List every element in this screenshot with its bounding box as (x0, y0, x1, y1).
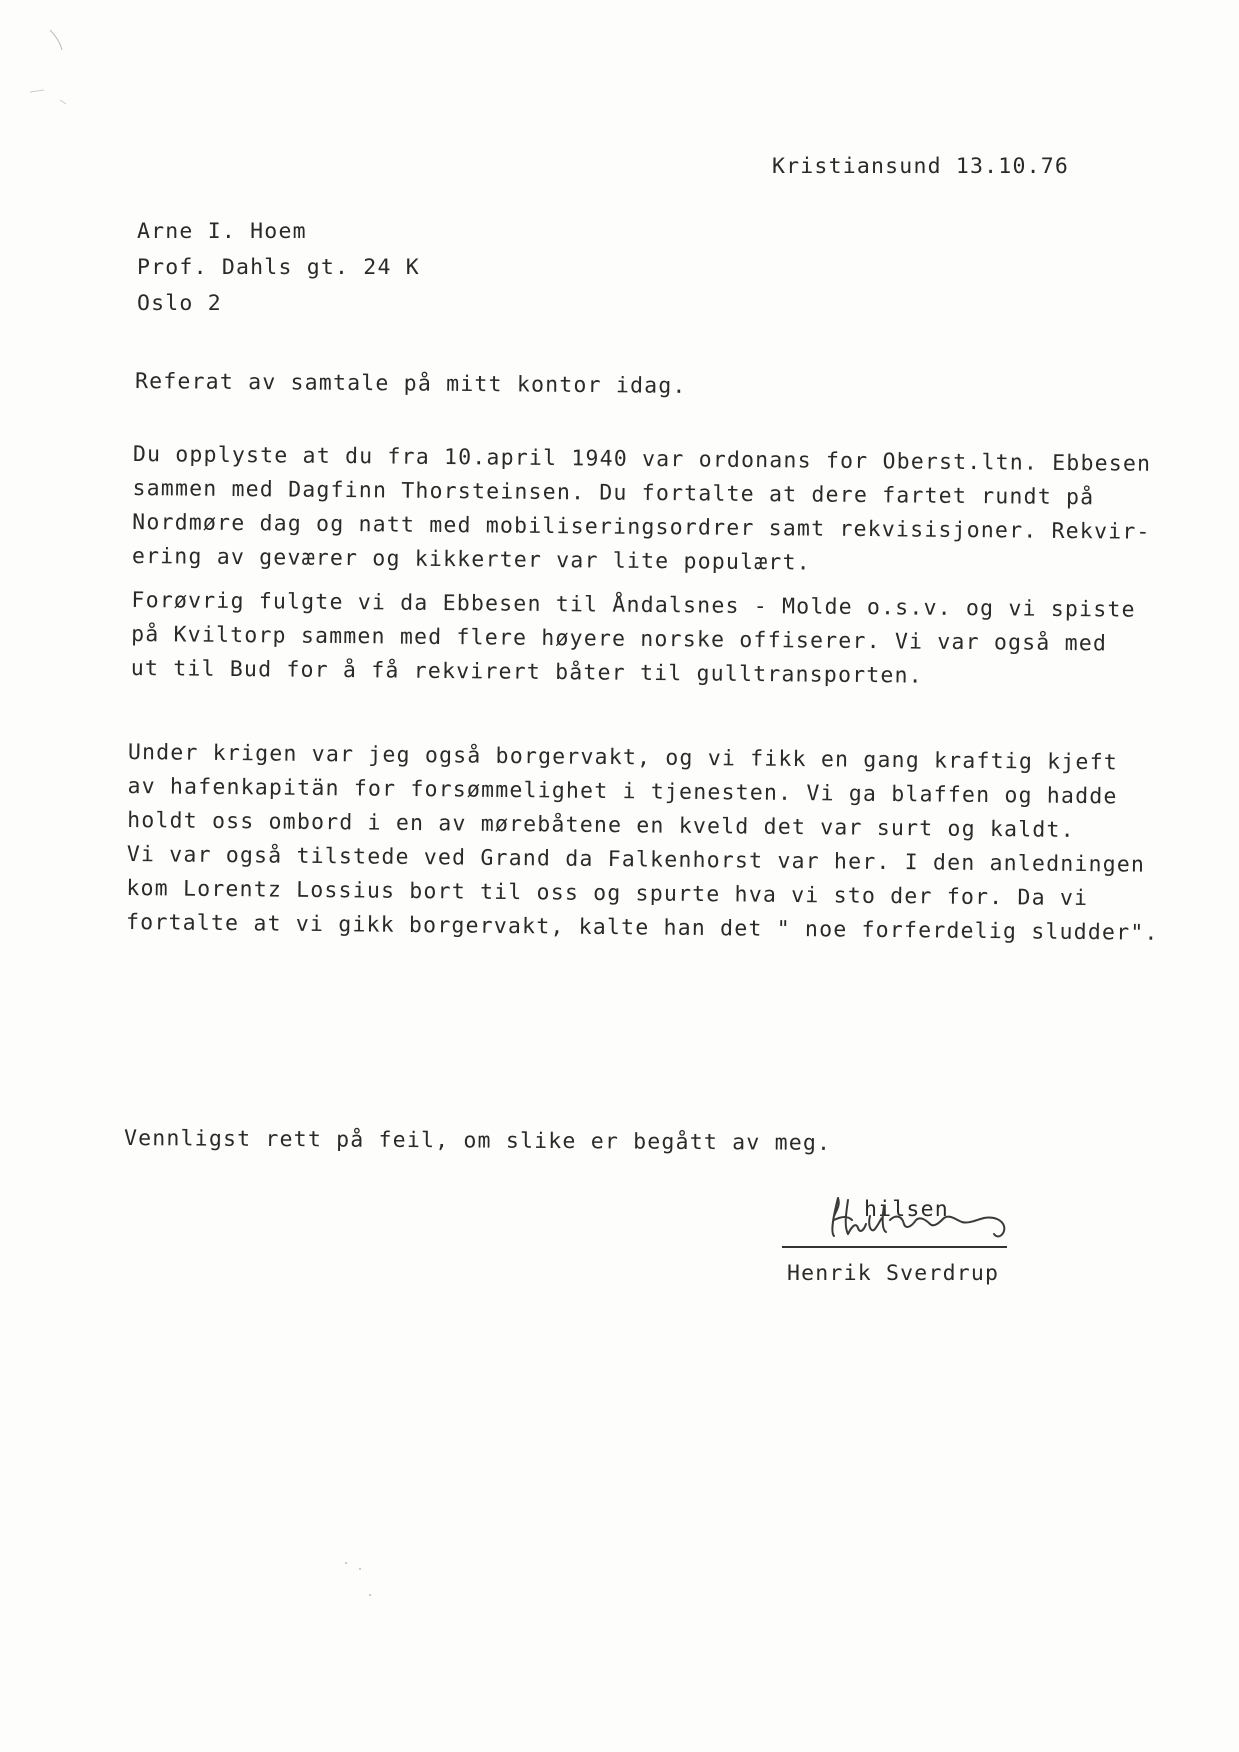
recipient-street: Prof. Dahls gt. 24 K (137, 255, 420, 280)
signer-name: Henrik Sverdrup (787, 1261, 1000, 1286)
paragraph-1-line: Forøvrig fulgte vi da Ebbesen til Åndalsnes - Molde o.s.v. og vi spiste (131, 587, 1136, 623)
scan-mark (340, 1555, 380, 1605)
paragraph-1-line: ut til Bud for å få rekvirert båter til gulltransporten. (130, 655, 924, 689)
greeting: hilsen (864, 1197, 949, 1222)
paragraph-2-line: av hafenkapitän for forsømmelighet i tjenesten. Vi ga blaffen og hadde (127, 773, 1118, 810)
subject-line: Referat av samtale på mitt kontor idag. (134, 369, 687, 399)
handwritten-signature (826, 1186, 1026, 1266)
paragraph-1-line: Nordmøre dag og natt med mobiliseringsordrer samt rekvisisjoner. Rekvir- (132, 509, 1151, 545)
paragraph-1-line: Du opplyste at du fra 10.april 1940 var ordonans for Oberst.ltn. Ebbesen (132, 442, 1152, 477)
recipient-name: Arne I. Hoem (137, 219, 307, 244)
paragraph-2-line: Vi var også tilstede ved Grand da Falkenhorst var her. I den anledningen (126, 841, 1146, 878)
paragraph-1-line: på Kviltorp sammen med flere høyere norske offiserer. Vi var også med (131, 621, 1108, 657)
paragraph-2-line: kom Lorentz Lossius bort til oss og spurte hva vi sto der for. Da vi (126, 875, 1089, 912)
paragraph-2-line: holdt oss ombord i en av mørebåtene en kveld det var surt og kaldt. (127, 807, 1075, 843)
paragraph-1-line: sammen med Dagfinn Thorsteinsen. Du fortalte at dere fartet rundt på (132, 475, 1095, 511)
date-line: Kristiansund 13.10.76 (772, 154, 1070, 179)
signature-line (782, 1246, 1007, 1248)
paragraph-1-line: ering av geværer og kikkerter var lite populært. (131, 543, 811, 576)
closing-line: Vennligst rett på feil, om slike er begått av meg. (123, 1126, 832, 1156)
scan-mark (20, 20, 80, 110)
recipient-city: Oslo 2 (137, 291, 222, 316)
paragraph-2-line: Under krigen var jeg også borgervakt, og vi fikk en gang kraftig kjeft (127, 740, 1119, 776)
paragraph-2-line: fortalte at vi gikk borgervakt, kalte han det " noe forferdelig sludder". (125, 909, 1159, 946)
